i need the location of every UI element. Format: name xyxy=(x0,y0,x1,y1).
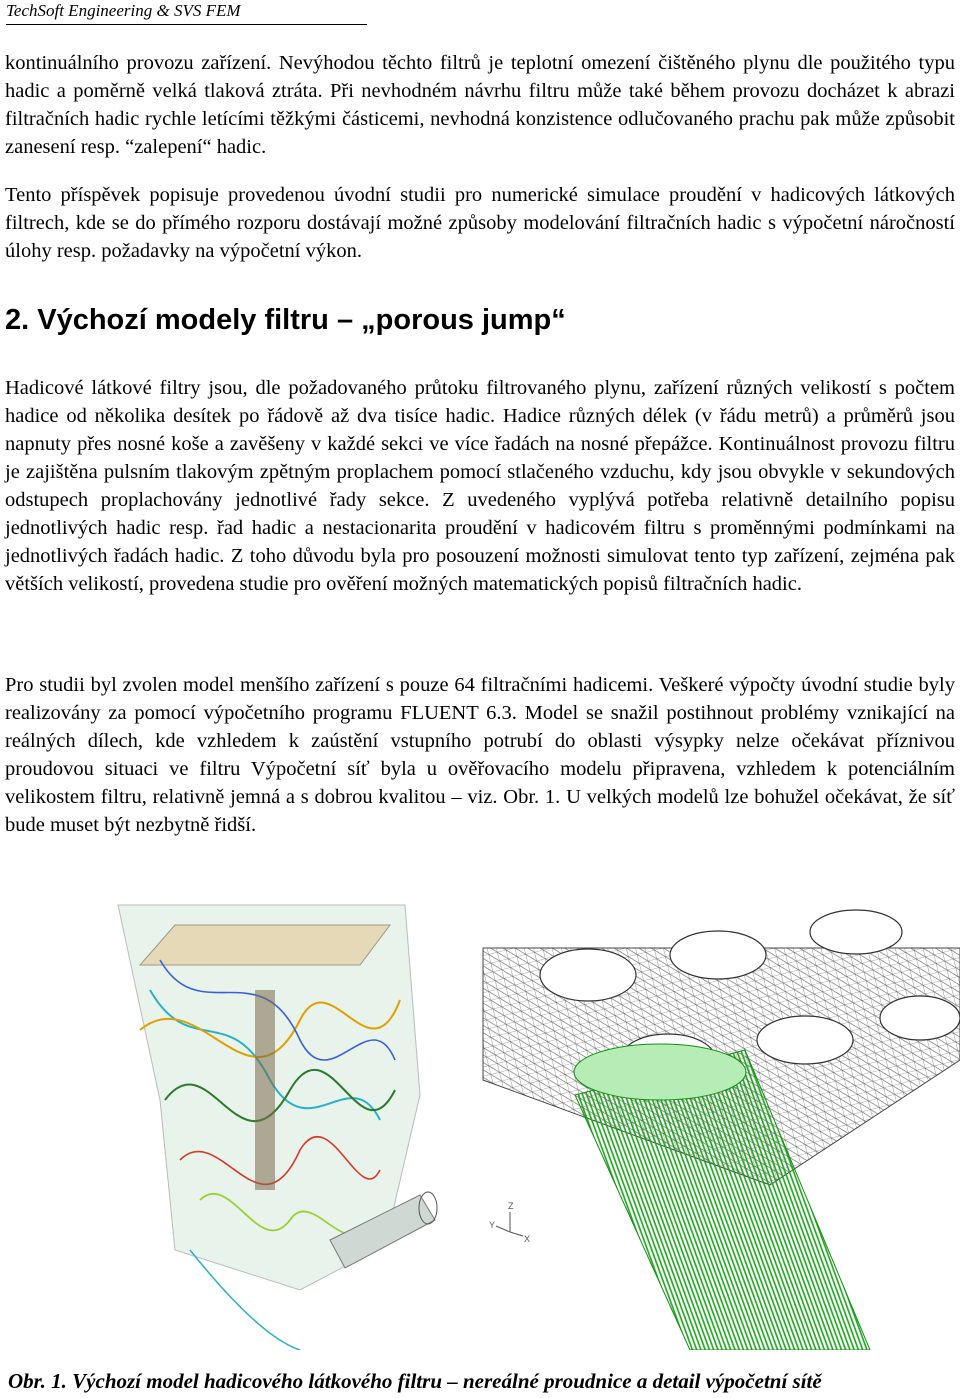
paragraph-model-setup: Pro studii byl zvolen model menšího zařízení s pouze 64 filtračními hadicemi. Veškeré výpočty úvodní studie byly realizovány za pomocí výpočetního programu FLUENT 6.3. Model se snažil postihnout problémy vznikající na reálných dílech, kde vzhledem k zaústění vstupního potrubí do oblasti výsypky nelze očekávat příznivou proudovou situaci ve filtru Výpočetní síť byla u ověřovacího modelu připravena, vzhledem k potenciálním velikostem filtru, relativně jemná a s dobrou kvalitou – viz. Obr. 1. U velkých modelů lze bohužel očekávat, že síť bude muset být nezbytně řidší. xyxy=(5,674,955,836)
axis-label-x: X xyxy=(524,1234,531,1244)
paragraph-filter-description: Hadicové látkové filtry jsou, dle požadovaného průtoku filtrovaného plynu, zařízení různých velikostí s počtem hadice od několika desítek po řádově až dva tisíce hadic. Hadice různých délek (v řádu metrů) a průměrů jsou napnuty přes nosné koše a zavěšeny v každé sekci ve více řadách na nosné přepážce. Kontinuálnost provozu filtru je zajištěna pulsním tlakovým zpětným proplachem pomocí stlačeného vzduchu, kdy jsou obvykle v sekundových odstupech proplachovány jednotlivé řady sekce. Z uvedeného vyplývá potřeba relativně detailního popisu jednotlivých hadic resp. řad hadic a nestacionarita proudění v hadicovém filtru s proměnnými podmínkami na jednotlivých řadách hadic. Z toho důvodu byla pro posouzení možnosti simulovat tento typ zařízení, zejména pak větších velikostí, provedena studie pro ověření možných matematických popisů filtračních hadic. xyxy=(5,377,955,595)
header-rule xyxy=(6,24,367,25)
paragraph-study-intro: Tento příspěvek popisuje provedenou úvodní studii pro numerické simulace proudění v hadicových látkových filtrech, kde se do přímého rozporu dostávají možné způsoby modelování filtračních hadic s výpočetní náročností úlohy resp. požadavky na výpočetní výkon. xyxy=(5,184,955,262)
figure-1 xyxy=(0,880,960,1350)
axis-label-z: Z xyxy=(508,1201,514,1211)
mesh-detail-image xyxy=(483,910,960,1350)
section-heading: 2. Výchozí modely filtru – „porous jump“ xyxy=(5,304,566,336)
axis-label-y: Y xyxy=(489,1220,496,1230)
filter-streamline-image xyxy=(118,905,437,1350)
running-header: TechSoft Engineering & SVS FEM xyxy=(6,1,241,20)
paragraph-continuation: kontinuálního provozu zařízení. Nevýhodou těchto filtrů je teplotní omezení čištěného plynu dle použitého typu hadic a poměrně velká tlaková ztráta. Při nevhodném návrhu filtru může také během provozu docházet k abrazi filtračních hadic rychle letícími těžkými částicemi, nevhodná konzistence odlučovaného prachu pak může způsobit zanesení resp. “zalepení“ hadic. xyxy=(5,52,955,158)
coordinate-axes xyxy=(496,1212,523,1236)
figure-caption: Obr. 1. Výchozí model hadicového látkového filtru – nereálné proudnice a detail výpočetní sítě xyxy=(8,1369,822,1393)
